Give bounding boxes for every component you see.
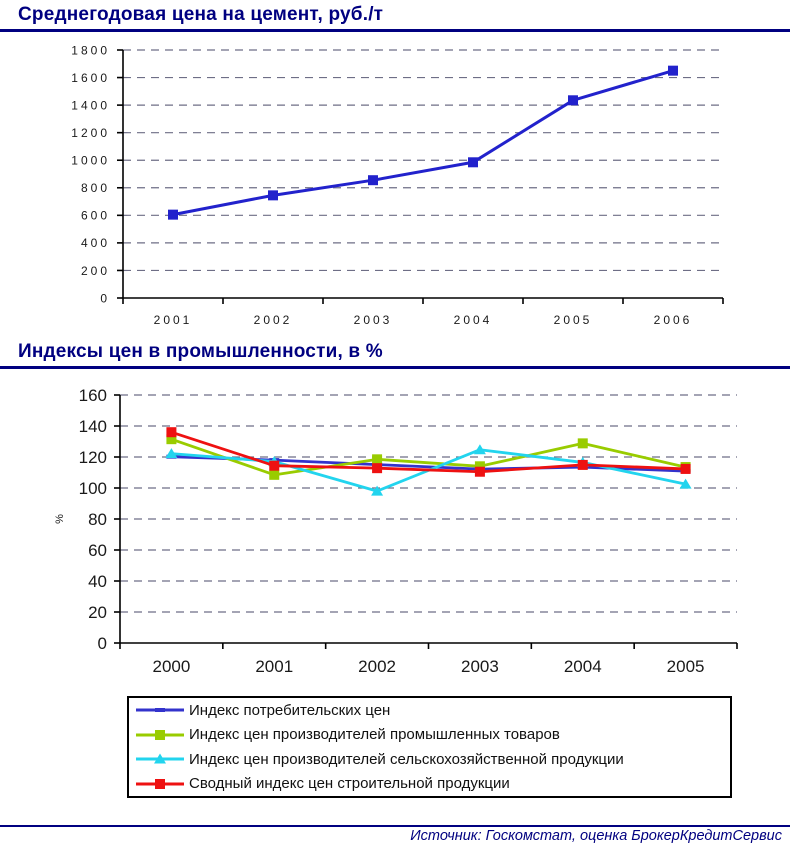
y-axis-label: % bbox=[54, 514, 66, 524]
svg-text:2003: 2003 bbox=[353, 313, 393, 327]
svg-text:2001: 2001 bbox=[255, 657, 294, 676]
svg-text:1200: 1200 bbox=[71, 125, 110, 140]
legend-item bbox=[134, 698, 730, 723]
svg-text:400: 400 bbox=[80, 236, 110, 251]
chart2-title: Индексы цен в промышленности, в % bbox=[18, 341, 383, 362]
svg-text:2000: 2000 bbox=[152, 657, 191, 676]
svg-text:100: 100 bbox=[78, 479, 107, 499]
svg-text:2001: 2001 bbox=[153, 313, 193, 327]
svg-text:2002: 2002 bbox=[253, 313, 293, 327]
series-0 bbox=[168, 66, 678, 220]
legend-label: Индекс цен производителей сельскохозяйственной продукции bbox=[189, 750, 624, 768]
legend-item bbox=[134, 747, 730, 772]
svg-text:600: 600 bbox=[80, 208, 110, 223]
svg-text:2005: 2005 bbox=[553, 313, 593, 327]
cement-price-chart bbox=[0, 33, 790, 340]
legend-swatch-square-icon bbox=[134, 776, 186, 792]
svg-text:0: 0 bbox=[97, 634, 107, 654]
svg-text:2006: 2006 bbox=[653, 313, 693, 327]
legend-label: Сводный индекс цен строительной продукции bbox=[189, 775, 510, 793]
legend-swatch-triangle-icon bbox=[134, 751, 186, 767]
svg-text:160: 160 bbox=[78, 386, 107, 406]
svg-text:1800: 1800 bbox=[71, 43, 110, 58]
legend-item bbox=[134, 723, 730, 748]
svg-text:0: 0 bbox=[100, 291, 110, 306]
svg-text:80: 80 bbox=[88, 510, 107, 530]
svg-text:40: 40 bbox=[88, 572, 107, 592]
chart2-title-underline bbox=[0, 366, 790, 369]
legend-item bbox=[134, 772, 730, 797]
svg-text:120: 120 bbox=[78, 448, 107, 468]
tick-labels bbox=[71, 43, 692, 327]
source-note: Источник: Госкомстат, оценка БрокерКредитСервис bbox=[410, 828, 782, 844]
axes bbox=[114, 395, 737, 649]
svg-text:60: 60 bbox=[88, 541, 107, 561]
svg-text:1600: 1600 bbox=[71, 70, 110, 85]
svg-text:2004: 2004 bbox=[453, 313, 493, 327]
gridlines bbox=[120, 395, 737, 612]
svg-text:140: 140 bbox=[78, 417, 107, 437]
legend-label: Индекс цен производителей промышленных товаров bbox=[189, 726, 560, 744]
chart1-title-underline bbox=[0, 29, 790, 32]
svg-text:800: 800 bbox=[80, 181, 110, 196]
svg-text:2003: 2003 bbox=[461, 657, 499, 676]
chart2-legend bbox=[127, 696, 732, 798]
legend-swatch-square-icon bbox=[134, 727, 186, 743]
svg-text:200: 200 bbox=[80, 263, 110, 278]
legend-label: Индекс потребительских цен bbox=[189, 701, 391, 719]
svg-text:20: 20 bbox=[88, 603, 107, 623]
chart1-title: Среднегодовая цена на цемент, руб./т bbox=[18, 4, 384, 25]
price-indices-chart bbox=[0, 372, 790, 684]
svg-text:2004: 2004 bbox=[563, 657, 602, 676]
svg-text:1000: 1000 bbox=[71, 153, 110, 168]
svg-text:2002: 2002 bbox=[358, 657, 396, 676]
axes bbox=[117, 50, 723, 304]
svg-text:1400: 1400 bbox=[71, 98, 110, 113]
legend-swatch-dash-icon bbox=[134, 702, 186, 718]
svg-text:2005: 2005 bbox=[666, 657, 705, 676]
footer-rule bbox=[0, 825, 790, 827]
